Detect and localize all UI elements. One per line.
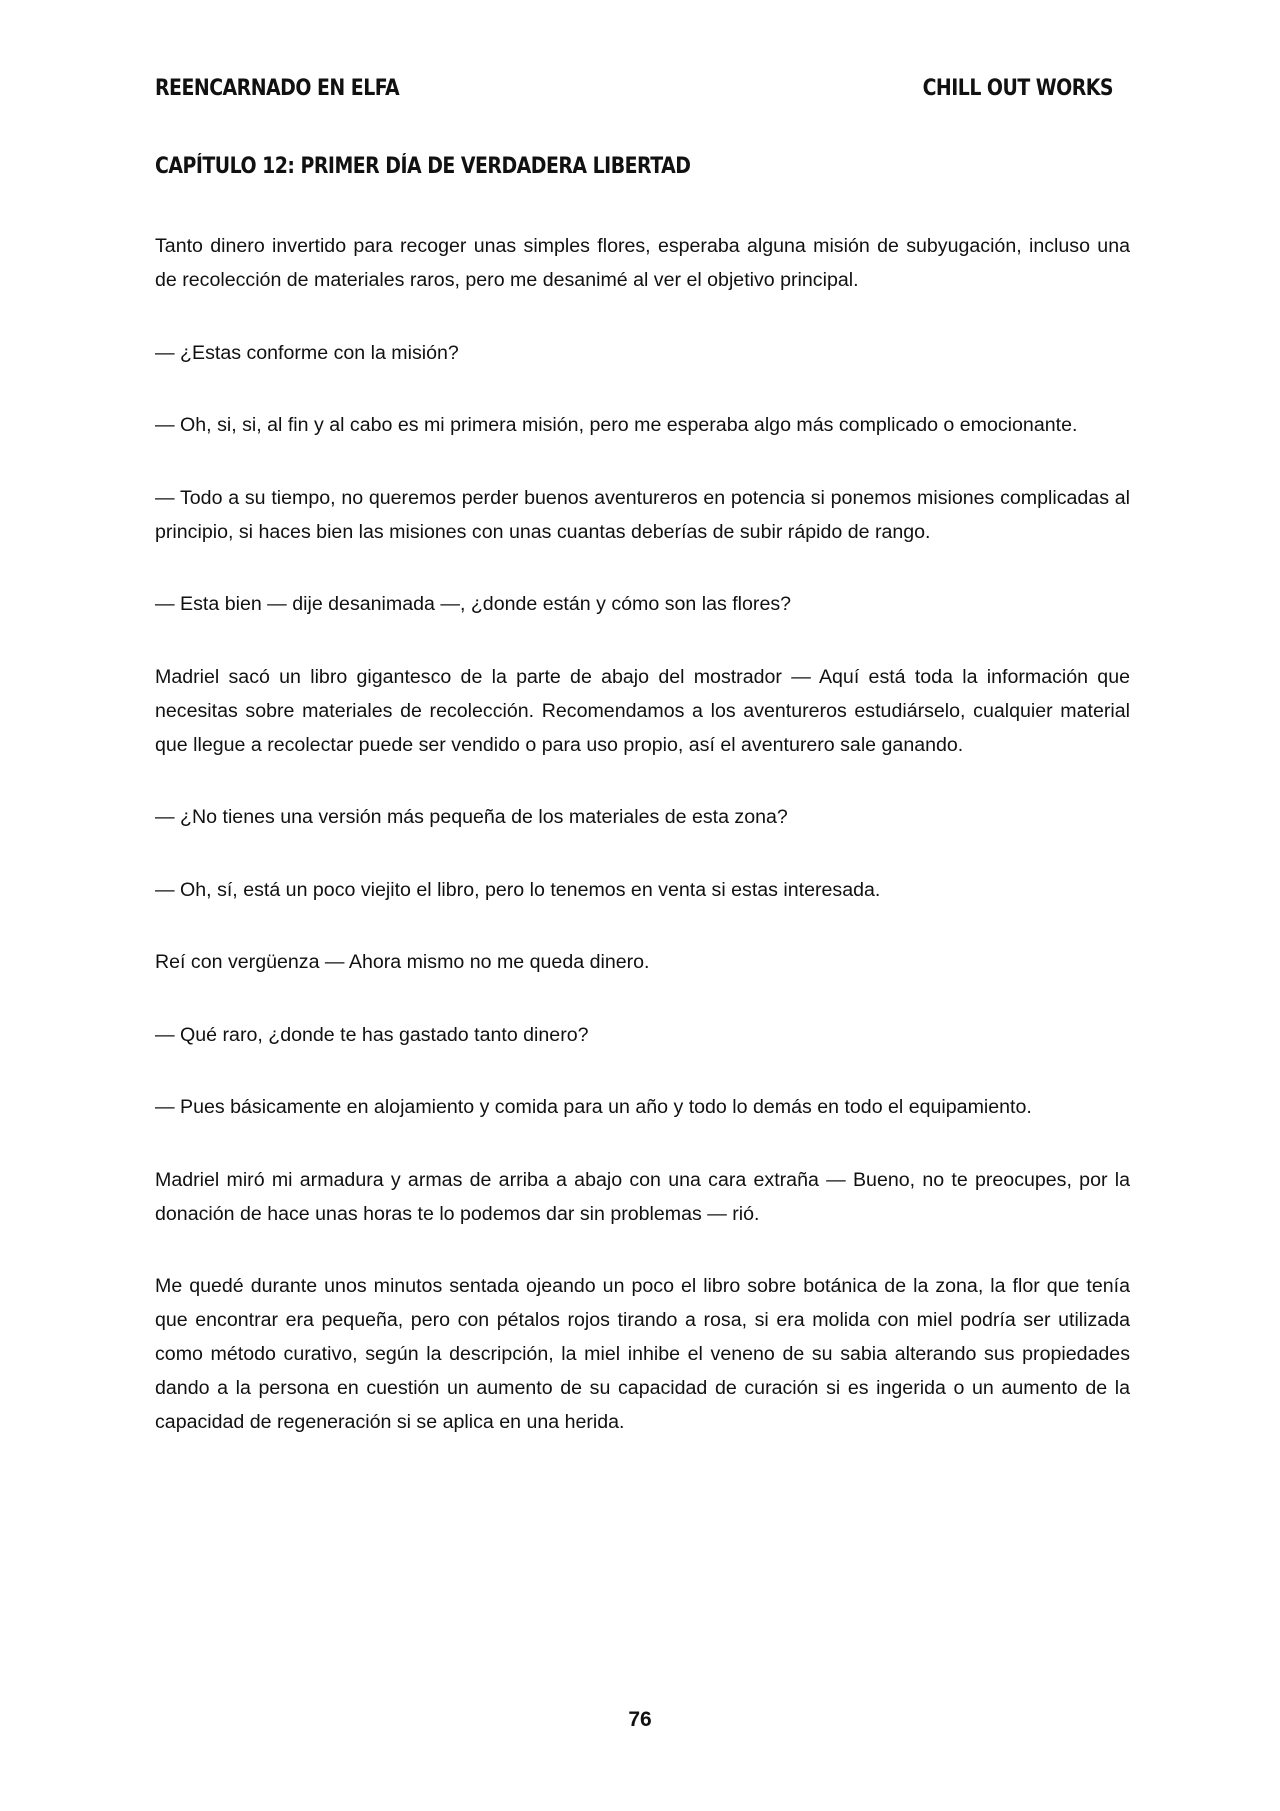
paragraph: Tanto dinero invertido para recoger unas simples flores, esperaba alguna misión de subyugación, incluso una de recolección de materiales raros, pero me desanimé al ver el objetivo principal. <box>155 235 1130 291</box>
paragraph: — Qué raro, ¿donde te has gastado tanto dinero? <box>155 1023 589 1046</box>
paragraph: Reí con vergüenza — Ahora mismo no me queda dinero. <box>155 951 650 973</box>
paragraph: Madriel miró mi armadura y armas de arriba a abajo con una cara extraña — Bueno, no te preocupes, por la donación de hace unas horas te lo podemos dar sin problemas — rió. <box>155 1168 1130 1225</box>
paragraph: — ¿No tienes una versión más pequeña de los materiales de esta zona? <box>155 806 788 828</box>
paragraph: — Pues básicamente en alojamiento y comida para un año y todo lo demás en todo el equipamiento. <box>155 1096 1032 1118</box>
body-text <box>155 229 1130 1478</box>
running-header <box>155 76 1113 101</box>
paragraph: — Oh, si, si, al fin y al cabo es mi primera misión, pero me esperaba algo más complicado o emocionante. <box>155 414 1078 436</box>
paragraph: — Todo a su tiempo, no queremos perder buenos aventureros en potencia si ponemos misiones complicadas al principio, si haces bien las misiones con unas cuantas deberías de subir rápido de rango. <box>155 486 1130 543</box>
paragraph: — Esta bien — dije desanimada —, ¿donde están y cómo son las flores? <box>155 593 792 615</box>
page-number: 76 <box>628 1708 652 1731</box>
paragraph: — ¿Estas conforme con la misión? <box>155 341 459 364</box>
header-book-title: REENCARNADO EN ELFA <box>155 76 400 101</box>
chapter-title: CAPÍTULO 12: PRIMER DÍA DE VERDADERA LIBERTAD <box>155 154 691 179</box>
paragraph: Me quedé durante unos minutos sentada ojeando un poco el libro sobre botánica de la zona, la flor que tenía que encontrar era pequeña, pero con pétalos rojos tirando a rosa, si era molida con miel podría ser utilizada como método curativo, según la descripción, la miel inhibe el veneno de su sabia alterando sus propiedades dando a la persona en cuestión un aumento de su capacidad de curación si es ingerida o un aumento de la capacidad de regeneración si se aplica en una herida. <box>155 1275 1130 1433</box>
paragraph: — Oh, sí, está un poco viejito el libro, pero lo tenemos en venta si estas interesada. <box>155 878 881 901</box>
header-publisher: CHILL OUT WORKS <box>922 76 1114 101</box>
paragraph: Madriel sacó un libro gigantesco de la parte de abajo del mostrador — Aquí está toda la información que necesitas sobre materiales de recolección. Recomendamos a los aventureros estudiárselo, cualquier material que llegue a recolectar puede ser vendido o para uso propio, así el aventurero sale ganando. <box>155 665 1130 756</box>
